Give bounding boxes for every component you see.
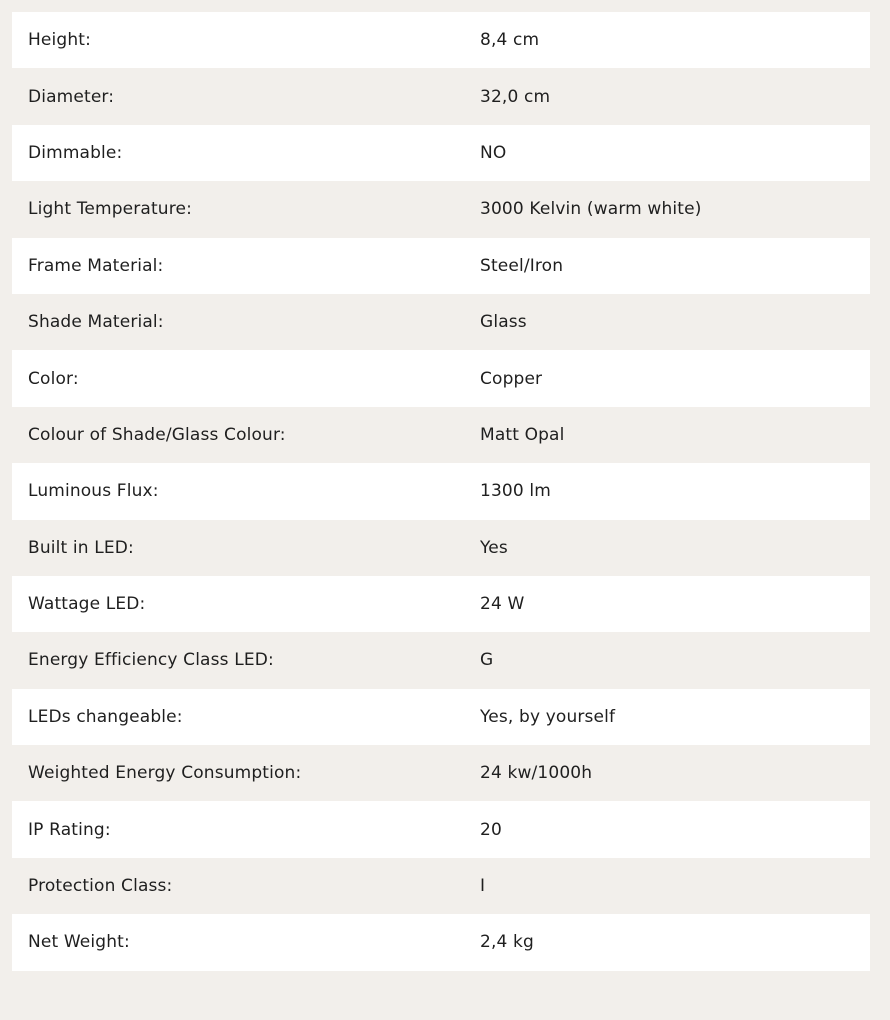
spec-label: Shade Material: [28,312,164,333]
spec-value: Yes [480,537,508,558]
spec-label: Luminous Flux: [28,481,159,502]
spec-value: 32,0 cm [480,86,551,107]
spec-row-dimmable [12,125,870,181]
spec-row-shade-material [12,294,870,350]
spec-value: 3000 Kelvin (warm white) [480,199,702,220]
spec-row-light-temperature [12,181,870,237]
spec-label: LEDs changeable: [28,706,183,727]
spec-row-color [12,350,870,406]
spec-label: Protection Class: [28,876,173,897]
spec-row-luminous-flux [12,463,870,519]
spec-label: Height: [28,30,91,51]
spec-row-shade-colour [12,407,870,463]
spec-row-protection-class [12,858,870,914]
spec-label: Weighted Energy Consumption: [28,763,302,784]
spec-value: 8,4 cm [480,30,540,51]
spec-value: I [480,876,486,897]
spec-label: IP Rating: [28,819,111,840]
spec-value: 24 kw/1000h [480,763,593,784]
spec-label: Frame Material: [28,255,164,276]
spec-label: Built in LED: [28,537,134,558]
spec-value: Yes, by yourself [480,706,616,727]
spec-row-energy-efficiency-class [12,632,870,688]
spec-row-net-weight [12,914,870,970]
spec-row-frame-material [12,238,870,294]
spec-label: Dimmable: [28,142,123,163]
spec-label: Wattage LED: [28,594,146,615]
spec-label: Colour of Shade/Glass Colour: [28,424,286,445]
spec-value: Steel/Iron [480,255,564,276]
spec-value: 1300 lm [480,481,552,502]
spec-value: Matt Opal [480,424,565,445]
spec-row-leds-changeable [12,689,870,745]
spec-value: G [480,650,494,671]
spec-label: Energy Efficiency Class LED: [28,650,274,671]
spec-value: 2,4 kg [480,932,534,953]
spec-label: Color: [28,368,79,389]
spec-value: Glass [480,312,527,333]
spec-label: Diameter: [28,86,115,107]
spec-row-weighted-energy-consumption [12,745,870,801]
spec-value: Copper [480,368,543,389]
spec-value: 20 [480,819,502,840]
spec-value: NO [480,142,507,163]
spec-row-height [12,12,870,68]
spec-row-built-in-led [12,520,870,576]
spec-value: 24 W [480,594,525,615]
spec-row-wattage-led [12,576,870,632]
spec-row-ip-rating [12,801,870,857]
spec-label: Light Temperature: [28,199,192,220]
spec-row-diameter [12,68,870,124]
product-specifications-table [12,12,870,971]
spec-label: Net Weight: [28,932,130,953]
